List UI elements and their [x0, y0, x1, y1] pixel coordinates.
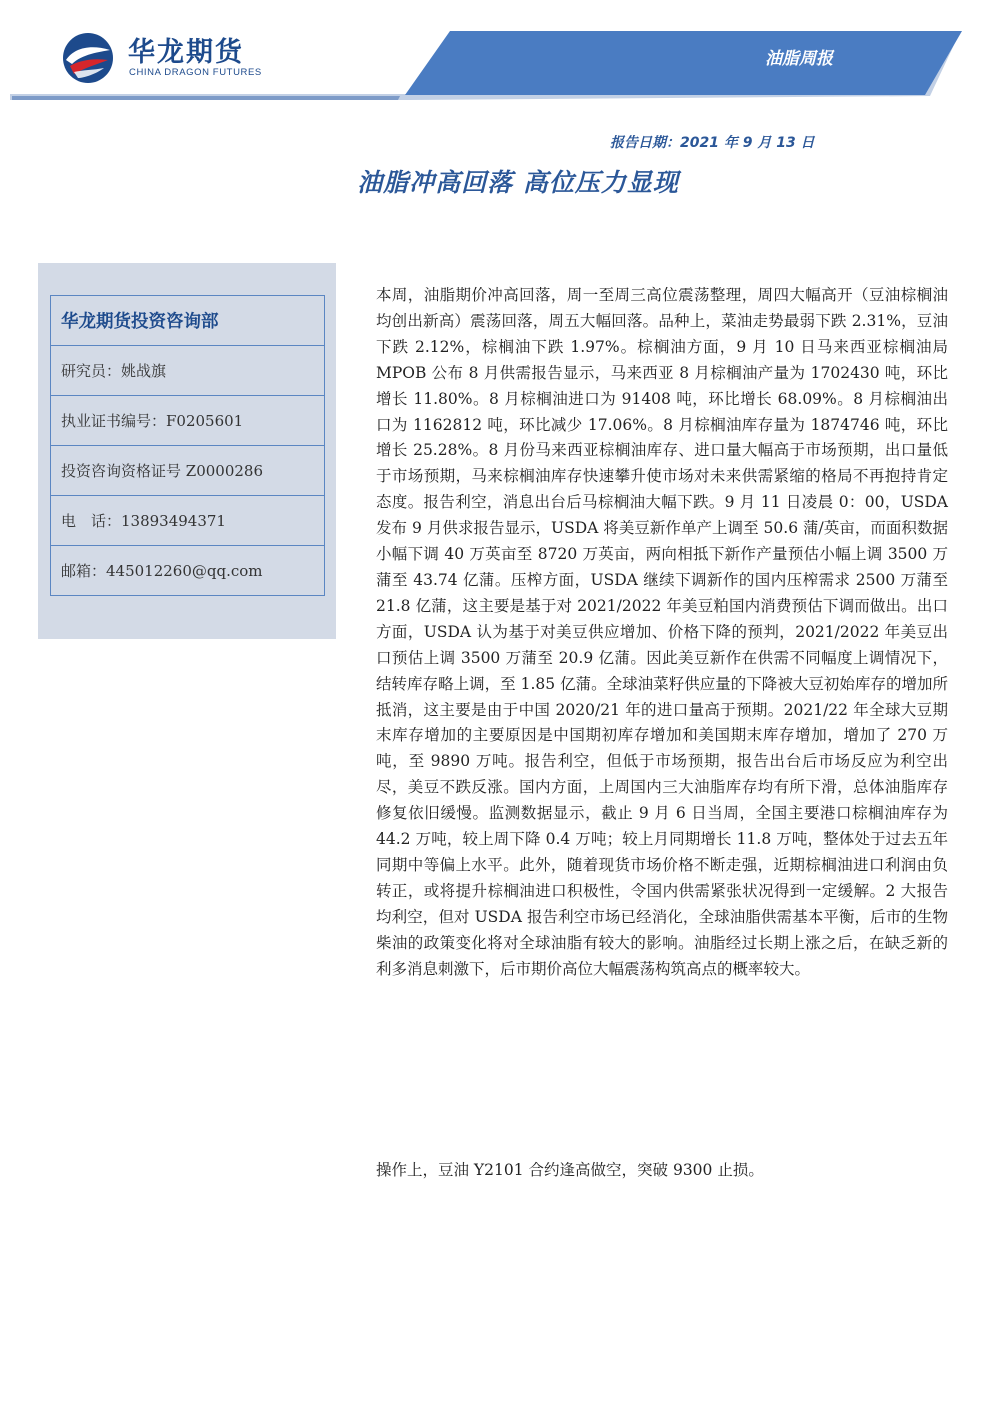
- researcher-name: 研究员：姚战旗: [51, 346, 324, 396]
- email-address: 邮箱：445012260@qq.com: [61, 562, 263, 580]
- company-name-english: CHINA DRAGON FUTURES: [129, 67, 262, 78]
- report-body-paragraph: 本周，油脂期价冲高回落，周一至周三高位震荡整理，周四大幅高开（豆油棕榈油均创出新高）震荡回落，周五大幅回落。品种上，菜油走势最弱下跌 2.31%，豆油下跌 2.12%，棕榈油下跌 1.97%。棕榈油方面，9 月 10 日马来西亚棕榈油局 MPOB 公布 8 月供需报告显示，马来西亚 8 月棕榈油产量为 1702430 吨，环比增长 11.80%。8 月棕榈油进口为 91408 吨，环比增长 68.09%。8 月棕榈油出口为 1162812 吨，环比减少 17.06%。8 月棕榈油库存量为 1874746 吨，环比增长 25.28%。8 月份马来西亚棕榈油库存、进口量大幅高于市场预期，出口量低于市场预期，马来棕榈油库存快速攀升使市场对未来供需紧缩的格局不再抱持肯定态度。报告利空，消息出台后马棕榈油大幅下跌。9 月 11 日凌晨 0：00，USDA 发布 9 月供求报告显示，USDA 将美豆新作单产上调至 50.6 蒲/英亩，而面积数据小幅下调 40 万英亩至 8720 万英亩，两向相抵下新作产量预估小幅上调 3500 万蒲至 43.74 亿蒲。压榨方面，USDA 继续下调新作的国内压榨需求 2500 万蒲至 21.8 亿蒲，这主要是基于对 2021/2022 年美豆粕国内消费预估下调而做出。出口方面，USDA 认为基于对美豆供应增加、价格下降的预判，2021/2022 年美豆出口预估上调 3500 万蒲至 20.9 亿蒲。因此美豆新作在供需不同幅度上调情况下，结转库存略上调，至 1.85 亿蒲。全球油菜籽供应量的下降被大豆初始库存的增加所抵消，这主要是由于中国 2020/21 年的进口量高于预期。2021/22 年全球大豆期末库存增加的主要原因是中国期初库存增加和美国期末库存增加，增加了 270 万吨，至 9890 万吨。报告利空，但低于市场预期，报告出台后市场反应为利空出尽，美豆不跌反涨。国内方面，上周国内三大油脂库存均有所下滑，总体油脂库存修复依旧缓慢。监测数据显示，截止 9 月 6 日当周，全国主要港口棕榈油库存为 44.2 万吨，较上周下降 0.4 万吨；较上月同期增长 11.8 万吨，整体处于过去五年同期中等偏上水平。此外，随着现货市场价格不断走强，近期棕榈油进口利润由负转正，或将提升棕榈油进口积极性，令国内供需紧张状况得到一定缓解。2 大报告均利空，但对 USDA 报告利空市场已经消化，全球油脂供需基本平衡，后市的生物柴油的政策变化将对全球油脂有较大的影响。油脂经过长期上涨之后，在缺乏新的利多消息刺激下，后市期价高位大幅震荡构筑高点的概率较大。: [376, 286, 948, 978]
- license-number: 执业证书编号：F0205601: [51, 396, 324, 446]
- trading-suggestion-paragraph: 操作上，豆油 Y2101 合约逢高做空，突破 9300 止损。: [376, 1161, 764, 1179]
- page-title: 油脂冲高回落 高位压力显现: [357, 168, 679, 197]
- consulting-certificate: 投资咨询资格证号 Z0000286: [51, 446, 324, 496]
- report-date: 报告日期：2021 年 9 月 13 日: [610, 135, 815, 151]
- phone-number: 电 话：13893494371: [51, 496, 324, 546]
- department-name: 华龙期货投资咨询部: [51, 296, 324, 346]
- company-name: 华龙期货: [128, 37, 244, 68]
- report-type-label: 油脂周报: [765, 49, 833, 69]
- company-logo-icon: [60, 30, 116, 86]
- contact-info-box: [50, 295, 325, 596]
